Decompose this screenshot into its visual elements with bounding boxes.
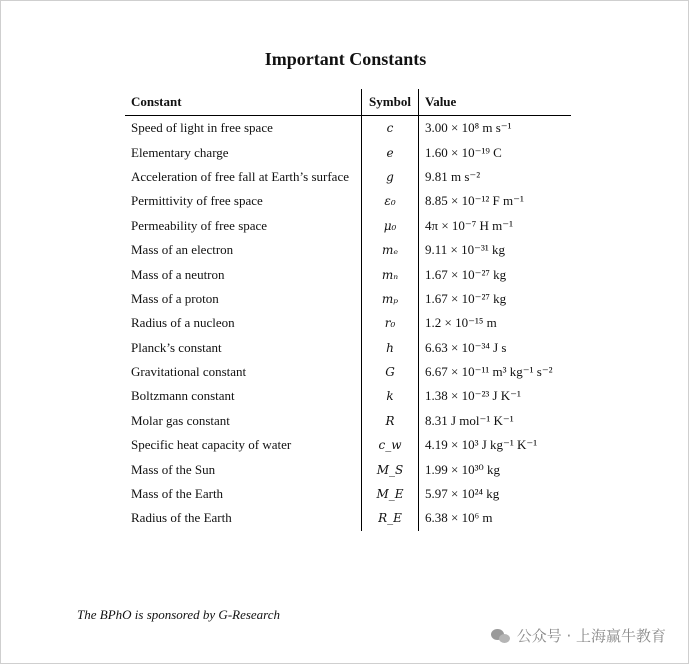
table-row [125,506,571,530]
constant-name: Speed of light in free space [131,120,273,136]
constant-value: 1.99 × 10³⁰ kg [425,461,500,477]
constant-value: 1.67 × 10⁻²⁷ kg [425,290,507,306]
table-row [125,457,571,481]
constant-value: 8.31 J mol⁻¹ K⁻¹ [425,412,514,428]
constant-name: Permittivity of free space [131,193,263,209]
table-row [125,336,571,360]
constant-value: 5.97 × 10²⁴ kg [425,486,500,502]
page-title: Important Constants [264,49,427,69]
constant-symbol: g [362,165,419,189]
constant-name: Radius of a nucleon [131,315,235,331]
table-row [125,140,571,164]
table-row [125,189,571,213]
constant-name: Mass of a neutron [131,266,225,282]
constant-value: 6.63 × 10⁻³⁴ J s [425,339,507,355]
header-symbol: Symbol [362,89,419,116]
header-constant: Constant [125,89,362,116]
constant-symbol: μ₀ [362,214,419,238]
constant-value: 9.11 × 10⁻³¹ kg [425,242,506,258]
constant-name: Molar gas constant [131,412,230,428]
constant-symbol: c [362,116,419,141]
constant-value: 3.00 × 10⁸ m s⁻¹ [425,120,512,136]
constant-value: 1.60 × 10⁻¹⁹ C [425,144,502,160]
constant-symbol: R [362,409,419,433]
watermark [491,625,666,646]
table-row [125,238,571,262]
constant-symbol: R_E [362,506,419,530]
table-row [125,165,571,189]
table-header-row [125,89,571,116]
constant-name: Boltzmann constant [131,388,235,404]
constant-value: 1.2 × 10⁻¹⁵ m [425,315,497,331]
constant-value: 6.67 × 10⁻¹¹ m³ kg⁻¹ s⁻² [425,364,553,380]
constant-value: 4.19 × 10³ J kg⁻¹ K⁻¹ [425,437,538,453]
constant-name: Permeability of free space [131,217,268,233]
header-value: Value [419,89,572,116]
constant-symbol: r₀ [362,311,419,335]
constant-value: 1.67 × 10⁻²⁷ kg [425,266,507,282]
constant-symbol: G [362,360,419,384]
table-row [125,311,571,335]
constant-name: Mass of the Sun [131,461,216,477]
constant-symbol: h [362,336,419,360]
constants-table [125,89,571,531]
constant-name: Acceleration of free fall at Earth’s surface [131,168,349,184]
constant-symbol: M_S [362,457,419,481]
table-row [125,409,571,433]
constant-name: Mass of the Earth [131,486,224,502]
constant-symbol: k [362,384,419,408]
constant-symbol: c_w [362,433,419,457]
constant-name: Specific heat capacity of water [131,437,292,453]
table-row [125,384,571,408]
constant-value: 1.38 × 10⁻²³ J K⁻¹ [425,388,521,404]
constant-value: 8.85 × 10⁻¹² F m⁻¹ [425,193,524,209]
constant-name: Mass of a proton [131,290,219,306]
constant-symbol: e [362,140,419,164]
constant-symbol: mₑ [362,238,419,262]
constant-symbol: mₚ [362,287,419,311]
table-row [125,214,571,238]
constant-name: Mass of an electron [131,242,234,258]
table-row [125,482,571,506]
sponsor-note: The BPhO is sponsored by G-Research [77,607,281,622]
constant-symbol: ε₀ [362,189,419,213]
constant-name: Planck’s constant [131,339,222,355]
table-row [125,287,571,311]
constant-name: Radius of the Earth [131,510,232,526]
wechat-icon [491,628,511,644]
constant-symbol: mₙ [362,262,419,286]
table-row [125,360,571,384]
constant-name: Elementary charge [131,144,229,160]
watermark-text: 公众号 · 上海赢牛教育 [516,627,666,645]
table-row [125,116,571,141]
constant-value: 9.81 m s⁻² [425,168,481,184]
table-row [125,262,571,286]
constant-value: 4π × 10⁻⁷ H m⁻¹ [425,217,514,233]
constant-value: 6.38 × 10⁶ m [425,510,493,526]
constant-name: Gravitational constant [131,364,247,380]
constant-symbol: M_E [362,482,419,506]
table-row [125,433,571,457]
